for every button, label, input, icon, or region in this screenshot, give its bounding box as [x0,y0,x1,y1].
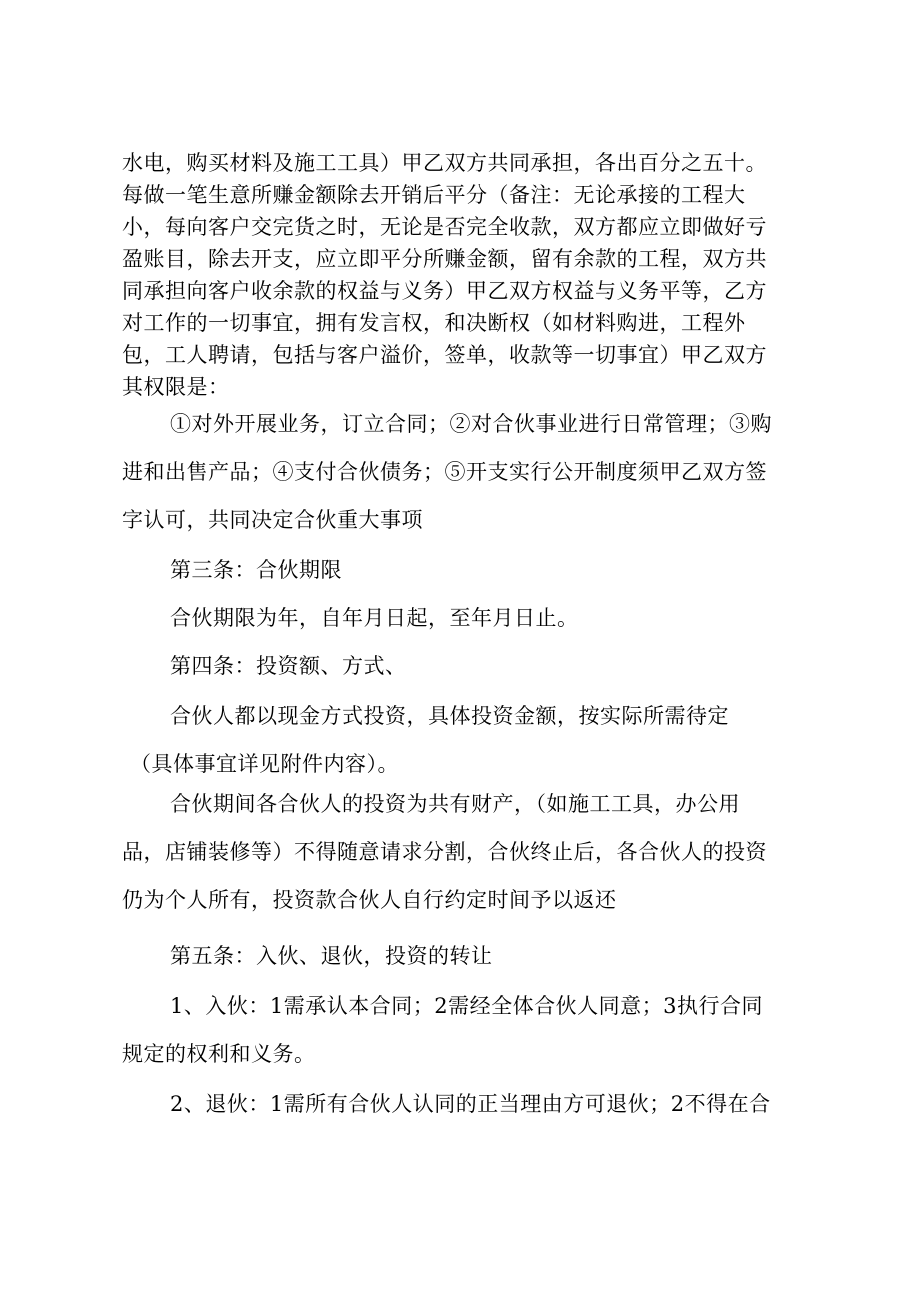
paragraph-profit-sharing [122,147,822,403]
text-line: 包，工人聘请，包括与客户溢价，签单，收款等一切事宜）甲乙双方 [122,343,767,367]
text-line: 其权限是： [122,375,230,399]
article-5-heading [122,932,822,980]
article-3-heading [122,546,822,594]
text-line: 对工作的一切事宜，拥有发言权，和决断权（如材料购进，工程外 [122,311,746,335]
text-line: 合伙人都以现金方式投资，具体投资金额，按实际所需待定 [170,704,729,728]
article-title: 第五条：入伙、退伙，投资的转让 [170,944,493,968]
text-line: 合伙期间各合伙人的投资为共有财产，（如施工工具，办公用 [170,792,740,816]
text-line: 规定的权利和义务。 [122,1042,316,1066]
article-3-body [122,594,822,642]
article-4-paragraph-1 [122,692,822,788]
text-line: 小，每向客户交完货之时，无论是否完全收款，双方都应立即做好亏 [122,215,767,239]
text-line: 水电，购买材料及施工工具）甲乙双方共同承担，各出百分之五十。 [122,151,767,175]
article-4-heading [122,642,822,690]
text-line: 品，店铺装修等）不得随意请求分割，合伙终止后，各合伙人的投资 [122,840,767,864]
text-line: ①对外开展业务，订立合同；②对合伙事业进行日常管理；③购 [170,412,772,436]
article-5-item-1 [122,982,822,1078]
text-line: 合伙期限为年，自年月日起，至年月日止。 [170,606,579,630]
text-line: 2、退伙：1需所有合伙人认同的正当理由方可退伙；2不得在合 [170,1092,771,1116]
article-title: 第三条：合伙期限 [170,558,342,582]
text-line: 字认可，共同决定合伙重大事项 [122,508,423,532]
article-title: 第四条：投资额、方式、 [170,654,407,678]
article-5-item-2 [122,1080,822,1128]
text-line: 同承担向客户收余款的权益与义务）甲乙双方权益与义务平等，乙方 [122,279,767,303]
text-line: 盈账目，除去开支，应立即平分所赚金额，留有余款的工程，双方共 [122,247,767,271]
text-line: （具体事宜详见附件内容）。 [130,752,399,776]
paragraph-authority-list [122,400,822,544]
article-4-paragraph-2 [122,780,822,924]
text-line: 进和出售产品；④支付合伙债务；⑤开支实行公开制度须甲乙双方签 [122,460,767,484]
text-line: 仍为个人所有，投资款合伙人自行约定时间予以返还 [122,888,617,912]
text-line: 1、入伙：1需承认本合同；2需经全体合伙人同意；3执行合同 [170,994,763,1018]
text-line: 每做一笔生意所赚金额除去开销后平分（备注：无论承接的工程大 [122,183,746,207]
